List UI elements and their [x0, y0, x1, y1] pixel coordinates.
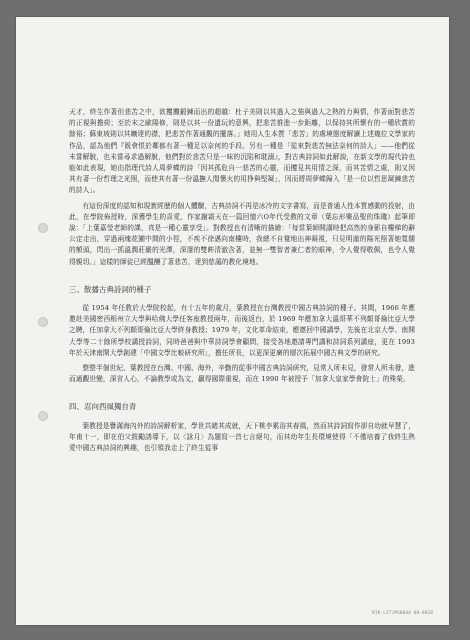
document-body — [69, 107, 415, 458]
binder-hole — [38, 223, 48, 233]
paragraph: 有這份深度的認知和現實經歷的個人體驗，古典詩詞不再是冰冷的文字書寫，而是普通人性本質感動的投射，由此，在學院佈授時，深獲學生的喜愛，作家謝霜天在一篇回憶六O年代受教的文章（葉忘形樂品聖的珠璣）起筆即說：「上葉嘉瑩老師的課，真是一種心靈享受」。對教授也有清晰的描繪：「每當葉師開講時把高然的身影自樓梯的辭公定走出，穿過兩塊花圃中間的小徑，不疾不徐邁向南樓時，我總不自覺地出神凝視，只見明澈的陽光照著她寬闊的額頭，閃出一抓溫潤莊嚴的光澤，深邃的雙眸清澈含著，並無一雙智者兼仁者的眼神，令人覺得敬佩，也令人覺得親切。」這樣的師徒已經醞釀了著悲苦，達到慈藹的教化境地。 — [69, 201, 415, 266]
archive-id: NTK-LIT/MS0044 08-0018 — [372, 611, 433, 616]
paragraph: 整整半個世紀，葉教授在台灣、中國、海外，辛勤的從事中國古典詩詞研究，見常人所未見，發常人所未發，進而通觀世變，深省人心，不論教學或為文，贏得國際重視，而在 1990 年被授予「加拿大皇家學會院士」的殊榮。 — [69, 364, 415, 384]
binder-hole — [38, 317, 48, 327]
binder-holes — [38, 17, 50, 625]
document-page — [16, 17, 449, 625]
paragraph: 從 1954 年任教於大學院校起，有十五年的歲月，葉教授在台灣教授中國古典詩詞的種子。其間，1966 年應邀赴美國密西根州立大學與哈佛大學任客座教授兩年，而後返台，於 1969 年應加拿大溫哥華不列顛哥倫比亞大學之聘，任加拿大不列顛哥倫比亞大學終身教授；1979 年，文化革命結束，應邀回中國講學，先後在北京大學、南開大學等二十餘所學校講授詩詞，同時爸爸與中華詩詞學會顧問，接受各地邀請專門講和詩詞系列講座，更在 1993 年於天津南開大學創建「中國文學比較研究所」，擔任所長，以更深更廣的層次拓展中國古典文學的研究。 — [69, 304, 415, 357]
binder-hole — [38, 411, 48, 421]
paragraph: 天才，終生作著但悲苦之中，欲攫攤鍛鍊而出的超越：杜子美則以其過人之強與過人之熱的力與情，作著面對悲苦的正視與擔荷；至於末之歐陽修，則是以其一份遺玩的意興，把悲苦推進一步距離，以保持其所懷有的一種欣賞的餘裕；蘇東坡則以其曠達的襟，把悲苦作著通觀的擺落。」她用人生本質「悲苦」的處境態度解讀上述幾位文學家的作品，認為他們『既會恨於鄰都有著一種足以奈何的手段。另有一種是「從來對悲苦無法奈何的詩人」——他們從未嘗解脫，也未嘗尋求過解脫，他們對於悲苦只是一味的沉陷和耽溺』，對古典詩詞如此解說，在新文學的現代詩也能如此表現，她由指理代詩人周夢蝶的詩「因其孤危自一悲苦的心靈，而攫見其用情之深，而其苦情之處，則又因其有著一份哲理之光照，而使其有著一份溫撫人閒懷火的用挣與堅凝」，因而將周夢蝶歸入「是一位以哲思凝鍊悲苦的詩人」。 — [69, 108, 415, 195]
section-heading: 三、散播古典詩詞的種子 — [69, 284, 152, 294]
section-heading: 四、忍向西風獨自青 — [69, 402, 137, 412]
paragraph: 葉教授是譽滿海內外的詩詞解析家，學世共睹其成就，天下桃李累浴其春風，然而其詩詞寫作卻自幼就早慧了，年甫十一，即在伯父鼓勵誘導下，以〈詠月〉為題寫一首七言絕句，而其幼年生長環境使得「不僅培養了我終生熱愛中國古典詩詞的興趣，也引領我走上了終生從事 — [69, 421, 415, 453]
